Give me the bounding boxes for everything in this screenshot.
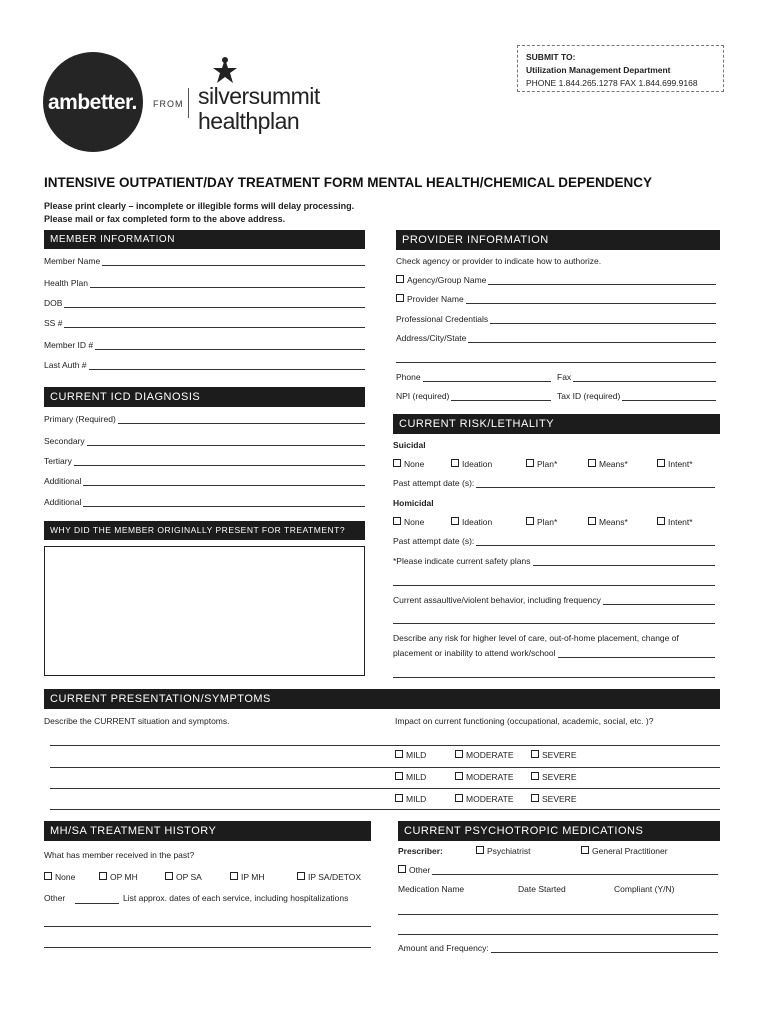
form-title: INTENSIVE OUTPATIENT/DAY TREATMENT FORM MENTAL HEALTH/CHEMICAL DEPENDENCY bbox=[44, 175, 653, 190]
submit-label: SUBMIT TO: bbox=[526, 52, 576, 62]
history-question: What has member received in the past? bbox=[44, 850, 195, 860]
fax-field[interactable]: Fax bbox=[557, 372, 716, 382]
history-line-1[interactable] bbox=[44, 925, 371, 927]
impact-moderate-3[interactable]: MODERATE bbox=[455, 794, 518, 804]
logo-divider bbox=[188, 88, 189, 118]
impact-mild-1[interactable]: MILD bbox=[395, 750, 430, 760]
gp-option[interactable]: General Practitioner bbox=[581, 846, 668, 856]
agency-field[interactable]: Agency/Group Name bbox=[396, 275, 716, 285]
describe-label: Describe the CURRENT situation and symptoms. bbox=[44, 716, 230, 726]
prescriber-label: Prescriber: bbox=[398, 846, 443, 856]
compliant-col: Compliant (Y/N) bbox=[614, 884, 675, 894]
homicidal-label: Homicidal bbox=[393, 498, 434, 508]
impact-moderate-1[interactable]: MODERATE bbox=[455, 750, 518, 760]
homicidal-intent[interactable]: Intent* bbox=[657, 517, 693, 527]
impact-label: Impact on current functioning (occupational, academic, social, etc. )? bbox=[395, 716, 654, 726]
amount-frequency-field[interactable]: Amount and Frequency: bbox=[398, 943, 718, 953]
checkbox-icon[interactable] bbox=[526, 517, 534, 525]
logo-from: FROM bbox=[153, 99, 184, 109]
assaultive-line-2[interactable] bbox=[393, 622, 715, 624]
assaultive-field[interactable]: Current assaultive/violent behavior, including frequency bbox=[393, 595, 715, 605]
history-ip-mh[interactable]: IP MH bbox=[230, 872, 264, 882]
impact-moderate-2[interactable]: MODERATE bbox=[455, 772, 518, 782]
checkbox-icon[interactable] bbox=[393, 517, 401, 525]
checkbox-icon[interactable] bbox=[588, 517, 596, 525]
star-person-icon bbox=[210, 57, 240, 85]
checkbox-icon[interactable] bbox=[657, 517, 665, 525]
health-plan-field[interactable]: Health Plan bbox=[44, 278, 365, 288]
history-ip-sa-detox[interactable]: IP SA/DETOX bbox=[297, 872, 361, 882]
history-none[interactable]: None bbox=[44, 872, 75, 882]
checkbox-icon[interactable] bbox=[297, 872, 305, 880]
homicidal-none[interactable]: None bbox=[393, 517, 424, 527]
submit-to-box bbox=[517, 45, 724, 92]
checkbox-icon[interactable] bbox=[531, 772, 539, 780]
history-line-2[interactable] bbox=[44, 946, 371, 948]
psychiatrist-option[interactable]: Psychiatrist bbox=[476, 846, 530, 856]
meds-header: CURRENT PSYCHOTROPIC MEDICATIONS bbox=[398, 821, 720, 841]
note-print: Please print clearly – incomplete or illegible forms will delay processing. bbox=[44, 201, 355, 211]
higher-care-field[interactable]: placement or inability to attend work/school bbox=[393, 648, 715, 658]
checkbox-icon[interactable] bbox=[455, 794, 463, 802]
date-started-col: Date Started bbox=[518, 884, 566, 894]
submit-contact: PHONE 1.844.265.1278 FAX 1.844.699.9168 bbox=[526, 78, 698, 88]
silversummit-brand: silversummit bbox=[198, 83, 320, 109]
homicidal-plan[interactable]: Plan* bbox=[526, 517, 557, 527]
impact-severe-1[interactable]: SEVERE bbox=[531, 750, 581, 760]
symptoms-line-4[interactable] bbox=[50, 808, 720, 810]
suicidal-ideation[interactable]: Ideation bbox=[451, 459, 492, 469]
checkbox-icon[interactable] bbox=[230, 872, 238, 880]
checkbox-icon[interactable] bbox=[451, 459, 459, 467]
safety-plans-field[interactable]: *Please indicate current safety plans bbox=[393, 556, 715, 566]
checkbox-icon[interactable] bbox=[395, 794, 403, 802]
dob-field[interactable]: DOB bbox=[44, 298, 365, 308]
npi-field[interactable]: NPI (required) bbox=[396, 391, 551, 401]
provider-instruction: Check agency or provider to indicate how to authorize. bbox=[396, 256, 602, 266]
member-name-field[interactable]: Member Name bbox=[44, 256, 365, 266]
higher-care-label: Describe any risk for higher level of care, out-of-home placement, change of bbox=[393, 633, 679, 643]
med-name-col: Medication Name bbox=[398, 884, 465, 894]
risk-header: CURRENT RISK/LETHALITY bbox=[393, 414, 720, 434]
checkbox-icon[interactable] bbox=[398, 865, 406, 873]
checkbox-icon[interactable] bbox=[393, 459, 401, 467]
credentials-field[interactable]: Professional Credentials bbox=[396, 314, 716, 324]
checkbox-icon[interactable] bbox=[99, 872, 107, 880]
suicidal-means[interactable]: Means* bbox=[588, 459, 628, 469]
agency-checkbox[interactable] bbox=[396, 275, 404, 283]
symptoms-line-1[interactable] bbox=[50, 744, 720, 746]
impact-mild-2[interactable]: MILD bbox=[395, 772, 430, 782]
meds-line-2[interactable] bbox=[398, 933, 718, 935]
checkbox-icon[interactable] bbox=[455, 772, 463, 780]
suicidal-intent[interactable]: Intent* bbox=[657, 459, 693, 469]
last-auth-field[interactable]: Last Auth # bbox=[44, 360, 365, 370]
checkbox-icon[interactable] bbox=[44, 872, 52, 880]
healthplan-brand: healthplan bbox=[198, 108, 300, 134]
checkbox-icon[interactable] bbox=[476, 846, 484, 854]
icd-primary-field[interactable]: Primary (Required) bbox=[44, 414, 365, 424]
phone-field[interactable]: Phone bbox=[396, 372, 551, 382]
provider-name-field[interactable]: Provider Name bbox=[396, 294, 716, 304]
member-info-header: MEMBER INFORMATION bbox=[44, 230, 365, 249]
higher-care-line-2[interactable] bbox=[393, 676, 715, 678]
checkbox-icon[interactable] bbox=[526, 459, 534, 467]
icd-secondary-field[interactable]: Secondary bbox=[44, 436, 365, 446]
checkbox-icon[interactable] bbox=[657, 459, 665, 467]
icd-additional-field[interactable]: Additional bbox=[44, 476, 365, 486]
checkbox-icon[interactable] bbox=[531, 750, 539, 758]
why-textarea[interactable] bbox=[44, 546, 365, 676]
suicidal-label: Suicidal bbox=[393, 440, 426, 450]
submit-dept: Utilization Management Department bbox=[526, 65, 671, 75]
history-other-label: Other bbox=[44, 893, 66, 903]
meds-line-1[interactable] bbox=[398, 913, 718, 915]
presentation-header: CURRENT PRESENTATION/SYMPTOMS bbox=[44, 689, 720, 709]
symptoms-line-3[interactable] bbox=[50, 787, 720, 789]
provider-info-header: PROVIDER INFORMATION bbox=[396, 230, 720, 250]
meds-other-field[interactable]: Other bbox=[398, 865, 718, 875]
checkbox-icon[interactable] bbox=[395, 772, 403, 780]
member-id-field[interactable]: Member ID # bbox=[44, 340, 365, 350]
homicidal-means[interactable]: Means* bbox=[588, 517, 628, 527]
why-header: WHY DID THE MEMBER ORIGINALLY PRESENT FOR TREATMENT? bbox=[44, 521, 365, 540]
ambetter-logo-text: ambetter. bbox=[48, 91, 137, 114]
checkbox-icon[interactable] bbox=[395, 750, 403, 758]
icd-tertiary-field[interactable]: Tertiary bbox=[44, 456, 365, 466]
impact-severe-3[interactable]: SEVERE bbox=[531, 794, 581, 804]
checkbox-icon[interactable] bbox=[455, 750, 463, 758]
icd-header: CURRENT ICD DIAGNOSIS bbox=[44, 387, 365, 407]
checkbox-icon[interactable] bbox=[581, 846, 589, 854]
history-op-mh[interactable]: OP MH bbox=[99, 872, 138, 882]
provider-checkbox[interactable] bbox=[396, 294, 404, 302]
address-line-2[interactable] bbox=[396, 361, 716, 363]
checkbox-icon[interactable] bbox=[451, 517, 459, 525]
history-header: MH/SA TREATMENT HISTORY bbox=[44, 821, 371, 841]
checkbox-icon[interactable] bbox=[531, 794, 539, 802]
homicidal-past-attempt-field[interactable]: Past attempt date (s): bbox=[393, 536, 715, 546]
safety-line-2[interactable] bbox=[393, 584, 715, 586]
suicidal-plan[interactable]: Plan* bbox=[526, 459, 557, 469]
history-other-line[interactable] bbox=[75, 902, 119, 904]
history-op-sa[interactable]: OP SA bbox=[165, 872, 202, 882]
symptoms-line-2[interactable] bbox=[50, 766, 720, 768]
suicidal-past-attempt-field[interactable]: Past attempt date (s): bbox=[393, 478, 715, 488]
history-list-label: List approx. dates of each service, including hospitalizations bbox=[123, 893, 349, 903]
ss-field[interactable]: SS # bbox=[44, 318, 365, 328]
icd-additional-field-2[interactable]: Additional bbox=[44, 497, 365, 507]
note-mail: Please mail or fax completed form to the above address. bbox=[44, 214, 286, 224]
checkbox-icon[interactable] bbox=[588, 459, 596, 467]
impact-mild-3[interactable]: MILD bbox=[395, 794, 430, 804]
impact-severe-2[interactable]: SEVERE bbox=[531, 772, 581, 782]
suicidal-none[interactable]: None bbox=[393, 459, 424, 469]
address-field[interactable]: Address/City/State bbox=[396, 333, 716, 343]
checkbox-icon[interactable] bbox=[165, 872, 173, 880]
taxid-field[interactable]: Tax ID (required) bbox=[557, 391, 716, 401]
homicidal-ideation[interactable]: Ideation bbox=[451, 517, 492, 527]
